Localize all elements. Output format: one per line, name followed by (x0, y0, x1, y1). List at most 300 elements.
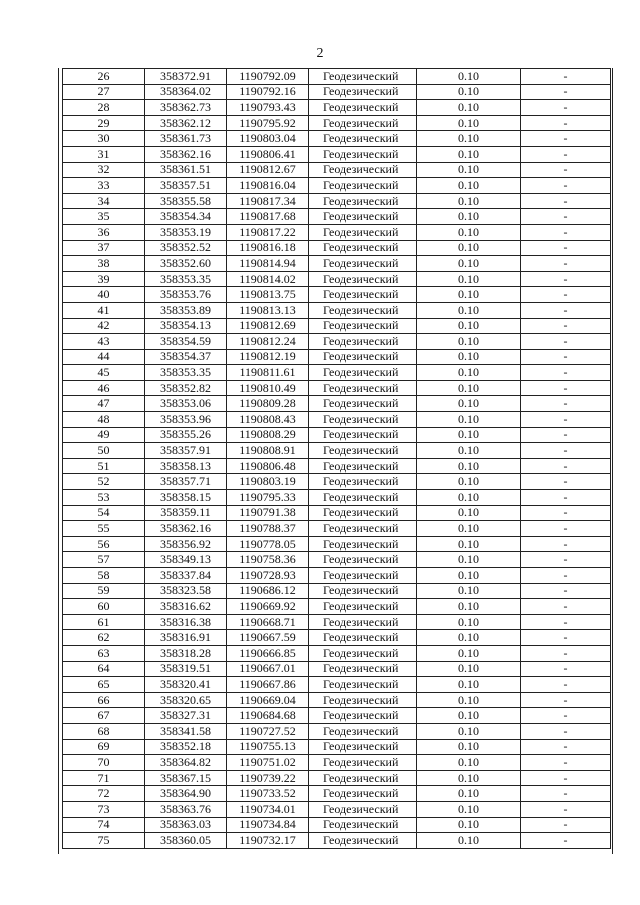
note-cell: - (521, 287, 611, 303)
table-row (63, 69, 611, 85)
table-row (63, 178, 611, 194)
method-cell: Геодезический (309, 287, 417, 303)
table-row (63, 536, 611, 552)
point-number-cell: 47 (63, 396, 145, 412)
y-coordinate-cell: 1190803.19 (227, 474, 309, 490)
table-row (63, 334, 611, 350)
accuracy-cell: 0.10 (417, 100, 521, 116)
table-row (63, 412, 611, 428)
y-coordinate-cell: 1190813.75 (227, 287, 309, 303)
x-coordinate-cell: 358356.92 (145, 536, 227, 552)
note-cell: - (521, 193, 611, 209)
table-row (63, 209, 611, 225)
method-cell: Геодезический (309, 69, 417, 85)
x-coordinate-cell: 358364.82 (145, 755, 227, 771)
point-number-cell: 60 (63, 599, 145, 615)
note-cell: - (521, 723, 611, 739)
point-number-cell: 66 (63, 692, 145, 708)
y-coordinate-cell: 1190684.68 (227, 708, 309, 724)
point-number-cell: 65 (63, 677, 145, 693)
y-coordinate-cell: 1190758.36 (227, 552, 309, 568)
method-cell: Геодезический (309, 630, 417, 646)
x-coordinate-cell: 358354.34 (145, 209, 227, 225)
method-cell: Геодезический (309, 271, 417, 287)
y-coordinate-cell: 1190667.86 (227, 677, 309, 693)
note-cell: - (521, 661, 611, 677)
x-coordinate-cell: 358357.51 (145, 178, 227, 194)
note-cell: - (521, 302, 611, 318)
method-cell: Геодезический (309, 755, 417, 771)
table-row (63, 162, 611, 178)
accuracy-cell: 0.10 (417, 271, 521, 287)
method-cell: Геодезический (309, 209, 417, 225)
point-number-cell: 68 (63, 723, 145, 739)
method-cell: Геодезический (309, 240, 417, 256)
note-cell: - (521, 162, 611, 178)
y-coordinate-cell: 1190666.85 (227, 645, 309, 661)
accuracy-cell: 0.10 (417, 396, 521, 412)
method-cell: Геодезический (309, 786, 417, 802)
point-number-cell: 49 (63, 427, 145, 443)
method-cell: Геодезический (309, 162, 417, 178)
note-cell: - (521, 692, 611, 708)
accuracy-cell: 0.10 (417, 318, 521, 334)
method-cell: Геодезический (309, 256, 417, 272)
y-coordinate-cell: 1190812.19 (227, 349, 309, 365)
point-number-cell: 35 (63, 209, 145, 225)
x-coordinate-cell: 358353.19 (145, 224, 227, 240)
method-cell: Геодезический (309, 224, 417, 240)
y-coordinate-cell: 1190727.52 (227, 723, 309, 739)
point-number-cell: 63 (63, 645, 145, 661)
note-cell: - (521, 536, 611, 552)
note-cell: - (521, 474, 611, 490)
y-coordinate-cell: 1190667.01 (227, 661, 309, 677)
table-row (63, 568, 611, 584)
x-coordinate-cell: 358319.51 (145, 661, 227, 677)
accuracy-cell: 0.10 (417, 256, 521, 272)
y-coordinate-cell: 1190792.09 (227, 69, 309, 85)
table-row (63, 443, 611, 459)
x-coordinate-cell: 358354.37 (145, 349, 227, 365)
point-number-cell: 30 (63, 131, 145, 147)
method-cell: Геодезический (309, 801, 417, 817)
y-coordinate-cell: 1190809.28 (227, 396, 309, 412)
accuracy-cell: 0.10 (417, 178, 521, 194)
method-cell: Геодезический (309, 661, 417, 677)
table-row (63, 193, 611, 209)
y-coordinate-cell: 1190812.69 (227, 318, 309, 334)
table-row (63, 739, 611, 755)
method-cell: Геодезический (309, 115, 417, 131)
point-number-cell: 58 (63, 568, 145, 584)
table-row (63, 521, 611, 537)
method-cell: Геодезический (309, 490, 417, 506)
note-cell: - (521, 256, 611, 272)
x-coordinate-cell: 358360.05 (145, 833, 227, 849)
accuracy-cell: 0.10 (417, 661, 521, 677)
point-number-cell: 36 (63, 224, 145, 240)
point-number-cell: 37 (63, 240, 145, 256)
accuracy-cell: 0.10 (417, 521, 521, 537)
table-row (63, 723, 611, 739)
note-cell: - (521, 786, 611, 802)
note-cell: - (521, 427, 611, 443)
note-cell: - (521, 739, 611, 755)
point-number-cell: 50 (63, 443, 145, 459)
table-row (63, 84, 611, 100)
table-row (63, 661, 611, 677)
accuracy-cell: 0.10 (417, 427, 521, 443)
table-row (63, 505, 611, 521)
note-cell: - (521, 817, 611, 833)
note-cell: - (521, 490, 611, 506)
point-number-cell: 32 (63, 162, 145, 178)
x-coordinate-cell: 358349.13 (145, 552, 227, 568)
accuracy-cell: 0.10 (417, 365, 521, 381)
x-coordinate-cell: 358353.76 (145, 287, 227, 303)
method-cell: Геодезический (309, 146, 417, 162)
y-coordinate-cell: 1190808.29 (227, 427, 309, 443)
accuracy-cell: 0.10 (417, 645, 521, 661)
x-coordinate-cell: 358362.12 (145, 115, 227, 131)
note-cell: - (521, 396, 611, 412)
accuracy-cell: 0.10 (417, 240, 521, 256)
x-coordinate-cell: 358320.41 (145, 677, 227, 693)
method-cell: Геодезический (309, 536, 417, 552)
note-cell: - (521, 224, 611, 240)
accuracy-cell: 0.10 (417, 146, 521, 162)
table-row (63, 645, 611, 661)
note-cell: - (521, 645, 611, 661)
note-cell: - (521, 334, 611, 350)
x-coordinate-cell: 358353.06 (145, 396, 227, 412)
note-cell: - (521, 146, 611, 162)
x-coordinate-cell: 358323.58 (145, 583, 227, 599)
note-cell: - (521, 552, 611, 568)
point-number-cell: 71 (63, 770, 145, 786)
x-coordinate-cell: 358362.16 (145, 146, 227, 162)
table-row (63, 240, 611, 256)
table-row (63, 692, 611, 708)
point-number-cell: 27 (63, 84, 145, 100)
table-row (63, 708, 611, 724)
x-coordinate-cell: 358316.91 (145, 630, 227, 646)
accuracy-cell: 0.10 (417, 692, 521, 708)
point-number-cell: 74 (63, 817, 145, 833)
point-number-cell: 51 (63, 458, 145, 474)
point-number-cell: 31 (63, 146, 145, 162)
x-coordinate-cell: 358358.13 (145, 458, 227, 474)
point-number-cell: 59 (63, 583, 145, 599)
x-coordinate-cell: 358358.15 (145, 490, 227, 506)
table-row (63, 131, 611, 147)
method-cell: Геодезический (309, 583, 417, 599)
y-coordinate-cell: 1190669.04 (227, 692, 309, 708)
y-coordinate-cell: 1190814.02 (227, 271, 309, 287)
table-row (63, 770, 611, 786)
table-row (63, 755, 611, 771)
table-row (63, 302, 611, 318)
y-coordinate-cell: 1190734.84 (227, 817, 309, 833)
y-coordinate-cell: 1190816.04 (227, 178, 309, 194)
x-coordinate-cell: 358352.52 (145, 240, 227, 256)
y-coordinate-cell: 1190733.52 (227, 786, 309, 802)
accuracy-cell: 0.10 (417, 786, 521, 802)
note-cell: - (521, 365, 611, 381)
x-coordinate-cell: 358318.28 (145, 645, 227, 661)
y-coordinate-cell: 1190806.41 (227, 146, 309, 162)
x-coordinate-cell: 358352.82 (145, 380, 227, 396)
point-number-cell: 29 (63, 115, 145, 131)
method-cell: Геодезический (309, 645, 417, 661)
x-coordinate-cell: 358352.18 (145, 739, 227, 755)
method-cell: Геодезический (309, 677, 417, 693)
method-cell: Геодезический (309, 817, 417, 833)
y-coordinate-cell: 1190816.18 (227, 240, 309, 256)
accuracy-cell: 0.10 (417, 209, 521, 225)
accuracy-cell: 0.10 (417, 817, 521, 833)
note-cell: - (521, 131, 611, 147)
y-coordinate-cell: 1190810.49 (227, 380, 309, 396)
point-number-cell: 70 (63, 755, 145, 771)
table-row (63, 786, 611, 802)
accuracy-cell: 0.10 (417, 552, 521, 568)
point-number-cell: 40 (63, 287, 145, 303)
table-row (63, 380, 611, 396)
point-number-cell: 54 (63, 505, 145, 521)
method-cell: Геодезический (309, 458, 417, 474)
y-coordinate-cell: 1190755.13 (227, 739, 309, 755)
point-number-cell: 67 (63, 708, 145, 724)
method-cell: Геодезический (309, 552, 417, 568)
point-number-cell: 46 (63, 380, 145, 396)
accuracy-cell: 0.10 (417, 770, 521, 786)
x-coordinate-cell: 358353.35 (145, 271, 227, 287)
table-row (63, 115, 611, 131)
note-cell: - (521, 708, 611, 724)
table-row (63, 396, 611, 412)
x-coordinate-cell: 358357.71 (145, 474, 227, 490)
table-row (63, 318, 611, 334)
note-cell: - (521, 583, 611, 599)
table-row (63, 271, 611, 287)
method-cell: Геодезический (309, 521, 417, 537)
method-cell: Геодезический (309, 443, 417, 459)
method-cell: Геодезический (309, 474, 417, 490)
accuracy-cell: 0.10 (417, 505, 521, 521)
note-cell: - (521, 271, 611, 287)
table-row (63, 599, 611, 615)
method-cell: Геодезический (309, 739, 417, 755)
method-cell: Геодезический (309, 131, 417, 147)
coordinates-table-body (63, 69, 611, 849)
note-cell: - (521, 677, 611, 693)
point-number-cell: 73 (63, 801, 145, 817)
y-coordinate-cell: 1190803.04 (227, 131, 309, 147)
accuracy-cell: 0.10 (417, 334, 521, 350)
note-cell: - (521, 240, 611, 256)
x-coordinate-cell: 358357.91 (145, 443, 227, 459)
x-coordinate-cell: 358372.91 (145, 69, 227, 85)
accuracy-cell: 0.10 (417, 739, 521, 755)
table-row (63, 833, 611, 849)
note-cell: - (521, 349, 611, 365)
note-cell: - (521, 380, 611, 396)
method-cell: Геодезический (309, 692, 417, 708)
accuracy-cell: 0.10 (417, 69, 521, 85)
method-cell: Геодезический (309, 84, 417, 100)
accuracy-cell: 0.10 (417, 380, 521, 396)
point-number-cell: 45 (63, 365, 145, 381)
method-cell: Геодезический (309, 770, 417, 786)
y-coordinate-cell: 1190667.59 (227, 630, 309, 646)
note-cell: - (521, 755, 611, 771)
accuracy-cell: 0.10 (417, 474, 521, 490)
y-coordinate-cell: 1190734.01 (227, 801, 309, 817)
x-coordinate-cell: 358364.90 (145, 786, 227, 802)
note-cell: - (521, 412, 611, 428)
table-row (63, 490, 611, 506)
coordinates-table (62, 68, 611, 849)
table-row (63, 630, 611, 646)
x-coordinate-cell: 358353.89 (145, 302, 227, 318)
x-coordinate-cell: 358320.65 (145, 692, 227, 708)
x-coordinate-cell: 358341.58 (145, 723, 227, 739)
point-number-cell: 62 (63, 630, 145, 646)
y-coordinate-cell: 1190669.92 (227, 599, 309, 615)
accuracy-cell: 0.10 (417, 568, 521, 584)
note-cell: - (521, 115, 611, 131)
method-cell: Геодезический (309, 412, 417, 428)
point-number-cell: 26 (63, 69, 145, 85)
note-cell: - (521, 801, 611, 817)
point-number-cell: 72 (63, 786, 145, 802)
method-cell: Геодезический (309, 614, 417, 630)
y-coordinate-cell: 1190808.43 (227, 412, 309, 428)
y-coordinate-cell: 1190817.22 (227, 224, 309, 240)
note-cell: - (521, 458, 611, 474)
x-coordinate-cell: 358355.26 (145, 427, 227, 443)
accuracy-cell: 0.10 (417, 723, 521, 739)
note-cell: - (521, 178, 611, 194)
x-coordinate-cell: 358359.11 (145, 505, 227, 521)
method-cell: Геодезический (309, 349, 417, 365)
accuracy-cell: 0.10 (417, 349, 521, 365)
point-number-cell: 38 (63, 256, 145, 272)
x-coordinate-cell: 358363.03 (145, 817, 227, 833)
accuracy-cell: 0.10 (417, 708, 521, 724)
table-row (63, 474, 611, 490)
point-number-cell: 57 (63, 552, 145, 568)
point-number-cell: 39 (63, 271, 145, 287)
point-number-cell: 44 (63, 349, 145, 365)
point-number-cell: 42 (63, 318, 145, 334)
x-coordinate-cell: 358361.51 (145, 162, 227, 178)
method-cell: Геодезический (309, 708, 417, 724)
method-cell: Геодезический (309, 193, 417, 209)
table-row (63, 287, 611, 303)
table-row (63, 801, 611, 817)
method-cell: Геодезический (309, 100, 417, 116)
note-cell: - (521, 209, 611, 225)
table-row (63, 100, 611, 116)
y-coordinate-cell: 1190814.94 (227, 256, 309, 272)
table-row (63, 256, 611, 272)
note-cell: - (521, 630, 611, 646)
table-row (63, 817, 611, 833)
y-coordinate-cell: 1190791.38 (227, 505, 309, 521)
note-cell: - (521, 833, 611, 849)
x-coordinate-cell: 358354.59 (145, 334, 227, 350)
y-coordinate-cell: 1190793.43 (227, 100, 309, 116)
y-coordinate-cell: 1190668.71 (227, 614, 309, 630)
point-number-cell: 28 (63, 100, 145, 116)
point-number-cell: 33 (63, 178, 145, 194)
accuracy-cell: 0.10 (417, 224, 521, 240)
accuracy-cell: 0.10 (417, 490, 521, 506)
x-coordinate-cell: 358352.60 (145, 256, 227, 272)
x-coordinate-cell: 358316.62 (145, 599, 227, 615)
accuracy-cell: 0.10 (417, 458, 521, 474)
note-cell: - (521, 521, 611, 537)
accuracy-cell: 0.10 (417, 193, 521, 209)
y-coordinate-cell: 1190806.48 (227, 458, 309, 474)
note-cell: - (521, 318, 611, 334)
x-coordinate-cell: 358327.31 (145, 708, 227, 724)
y-coordinate-cell: 1190778.05 (227, 536, 309, 552)
table-outer-border-left (58, 68, 59, 854)
accuracy-cell: 0.10 (417, 833, 521, 849)
y-coordinate-cell: 1190812.67 (227, 162, 309, 178)
page-number: 2 (316, 46, 324, 61)
y-coordinate-cell: 1190812.24 (227, 334, 309, 350)
note-cell: - (521, 84, 611, 100)
note-cell: - (521, 599, 611, 615)
y-coordinate-cell: 1190788.37 (227, 521, 309, 537)
table-row (63, 614, 611, 630)
method-cell: Геодезический (309, 178, 417, 194)
table-row (63, 365, 611, 381)
accuracy-cell: 0.10 (417, 536, 521, 552)
accuracy-cell: 0.10 (417, 614, 521, 630)
method-cell: Геодезический (309, 334, 417, 350)
table-row (63, 458, 611, 474)
table-row (63, 583, 611, 599)
note-cell: - (521, 770, 611, 786)
point-number-cell: 34 (63, 193, 145, 209)
table-row (63, 552, 611, 568)
note-cell: - (521, 100, 611, 116)
table-row (63, 146, 611, 162)
accuracy-cell: 0.10 (417, 801, 521, 817)
accuracy-cell: 0.10 (417, 84, 521, 100)
note-cell: - (521, 443, 611, 459)
x-coordinate-cell: 358355.58 (145, 193, 227, 209)
x-coordinate-cell: 358363.76 (145, 801, 227, 817)
method-cell: Геодезический (309, 723, 417, 739)
y-coordinate-cell: 1190732.17 (227, 833, 309, 849)
y-coordinate-cell: 1190817.68 (227, 209, 309, 225)
accuracy-cell: 0.10 (417, 583, 521, 599)
note-cell: - (521, 69, 611, 85)
method-cell: Геодезический (309, 396, 417, 412)
y-coordinate-cell: 1190795.33 (227, 490, 309, 506)
y-coordinate-cell: 1190811.61 (227, 365, 309, 381)
method-cell: Геодезический (309, 302, 417, 318)
accuracy-cell: 0.10 (417, 287, 521, 303)
note-cell: - (521, 568, 611, 584)
